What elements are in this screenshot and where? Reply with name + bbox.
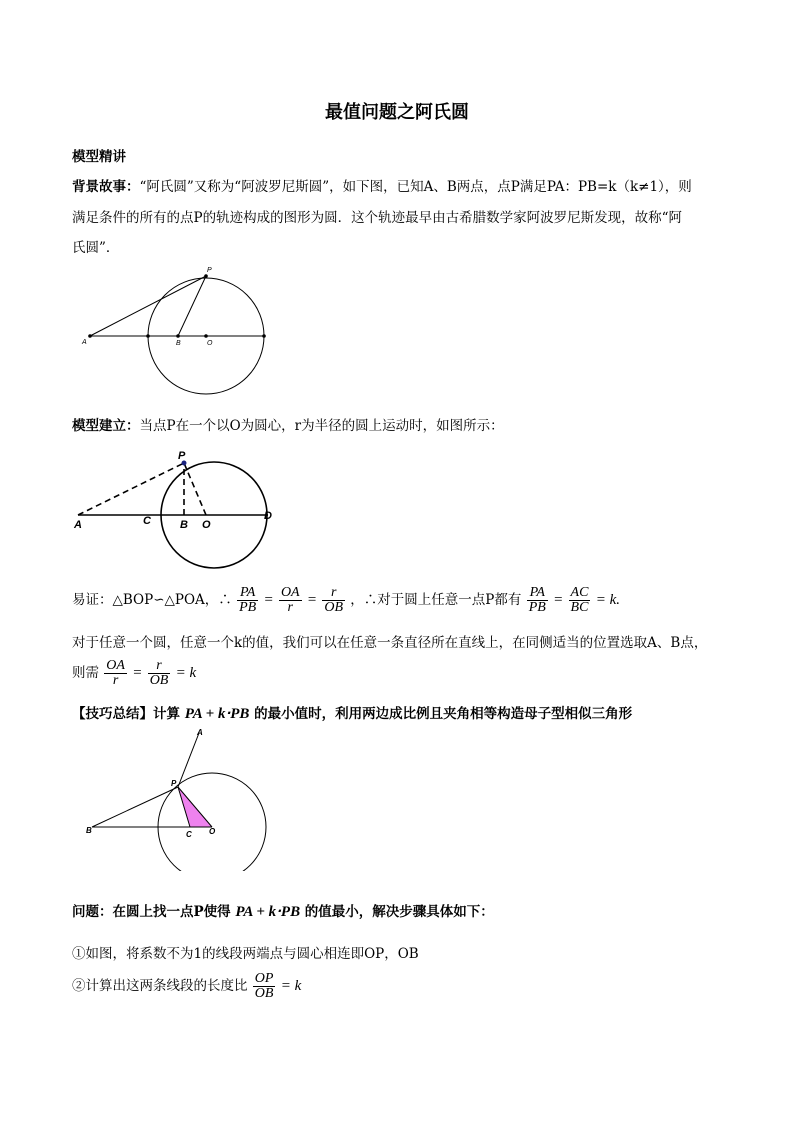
fig1-point-left	[146, 334, 150, 338]
proof-line: 易证：△BOP∽△POA，∴ $\frac{PA}{PB}$ = $\frac{OA}{r}$ = $\frac{r}{OB}$ ，∴对于圆上任意一点P都有 $\frac{PA}{PB}$ = $\frac{AC}{BC}$ = k.	[72, 585, 620, 615]
figure-model-construction	[72, 446, 287, 581]
fig2-label-p: P	[178, 450, 186, 462]
step-1: ①如图，将系数不为1的线段两端点与圆心相连即OP，OB	[72, 946, 419, 962]
fraction-oa-r-2: $\frac{OA}{r}$	[106, 658, 125, 688]
para2-prefix: 则需	[72, 665, 99, 681]
fig1-point-right	[262, 334, 266, 338]
step2-pre: ②计算出这两条线段的长度比	[72, 978, 248, 994]
tip-pre: 计算	[153, 706, 180, 722]
para2-line-1: 对于任意一个圆，任意一个k的值，我们可以在任意一条直径所在直线上，在同侧适当的位置选取A、B点，	[72, 635, 708, 651]
fraction-pa-pb: $\frac{PA}{PB}$	[239, 585, 257, 615]
background-line-1	[72, 175, 692, 195]
fraction-ac-bc: $\frac{AC}{BC}$	[570, 585, 589, 615]
fig1-point-a	[88, 334, 92, 338]
proof-suffix: = k.	[595, 592, 620, 608]
fig1-label-b: B	[176, 340, 181, 347]
fig3-label-a: A	[197, 728, 203, 737]
fraction-oa-r: $\frac{OA}{r}$	[280, 585, 300, 615]
fig2-label-c: C	[143, 515, 151, 527]
question-expr: PA + k⋅PB	[235, 904, 301, 920]
tip-expr: PA + k⋅PB	[184, 706, 250, 722]
section-heading: 模型精讲	[72, 149, 126, 165]
fig1-label-o: O	[207, 340, 213, 347]
fig3-segment-bp	[92, 787, 178, 827]
fig1-point-b	[176, 334, 180, 338]
proof-prefix: 易证：△BOP∽△POA，∴	[72, 592, 232, 608]
figure-similar-triangles	[78, 726, 278, 871]
fig2-label-o: O	[202, 519, 211, 531]
fig3-label-o: O	[209, 827, 216, 836]
background-line-2: 满足条件的所有的点P的轨迹构成的图形为圆．这个轨迹最早由古希腊数学家阿波罗尼斯发现，故称“阿	[72, 210, 682, 226]
fig1-point-o	[204, 334, 208, 338]
fig1-label-p: P	[207, 267, 212, 274]
tip-line	[72, 702, 632, 723]
fig2-dashed-po	[184, 463, 206, 515]
fig1-segment-pa	[90, 276, 206, 336]
model-line	[72, 414, 504, 434]
proof-middle: ，∴对于圆上任意一点P都有	[350, 592, 522, 608]
para2-line-2: 则需 $\frac{OA}{r}$ = $\frac{r}{OB}$ = k	[72, 658, 197, 688]
background-label: 背景故事：	[72, 179, 140, 195]
tip-post: 的最小值时，利用两边成比例且夹角相等构造母子型相似三角形	[254, 706, 633, 722]
question-pre: 问题：在圆上找一点P使得	[72, 904, 231, 920]
step2-suffix: = k	[280, 978, 302, 994]
page-title: 最值问题之阿氏圆	[325, 102, 469, 123]
fig2-label-d: D	[264, 510, 272, 522]
fraction-op-ob: $\frac{OP}{OB}$	[254, 971, 274, 1001]
fig3-label-b: B	[86, 826, 92, 835]
fig1-label-a: A	[82, 339, 87, 346]
fraction-pa-pb-2: $\frac{PA}{PB}$	[528, 585, 546, 615]
fig1-point-p	[204, 274, 208, 278]
step-2	[72, 972, 301, 1001]
fig3-label-p: P	[171, 779, 177, 788]
background-text-1: “阿氏圆”又称为“阿波罗尼斯圆”，如下图，已知A、B两点，点P满足PA：PB=k（k≠1），则	[139, 179, 692, 195]
model-label: 模型建立：	[72, 418, 140, 434]
background-line-3: 氏圆”．	[72, 240, 120, 256]
question-line	[72, 900, 494, 921]
fig3-label-c: C	[186, 830, 192, 839]
fraction-r-ob: $\frac{r}{OB}$	[324, 585, 343, 615]
para2-suffix: = k	[175, 665, 197, 681]
fig1-segment-pb	[178, 276, 206, 336]
fraction-r-ob-2: $\frac{r}{OB}$	[149, 658, 169, 688]
figure-apollonius-circle	[76, 262, 286, 402]
question-post: 的值最小，解决步骤具体如下：	[304, 904, 494, 920]
fig2-label-a: A	[74, 519, 82, 531]
fig2-label-b: B	[180, 519, 188, 531]
model-text: 当点P在一个以O为圆心，r为半径的圆上运动时，如图所示：	[139, 418, 504, 434]
tip-label: 【技巧总结】	[72, 706, 153, 722]
